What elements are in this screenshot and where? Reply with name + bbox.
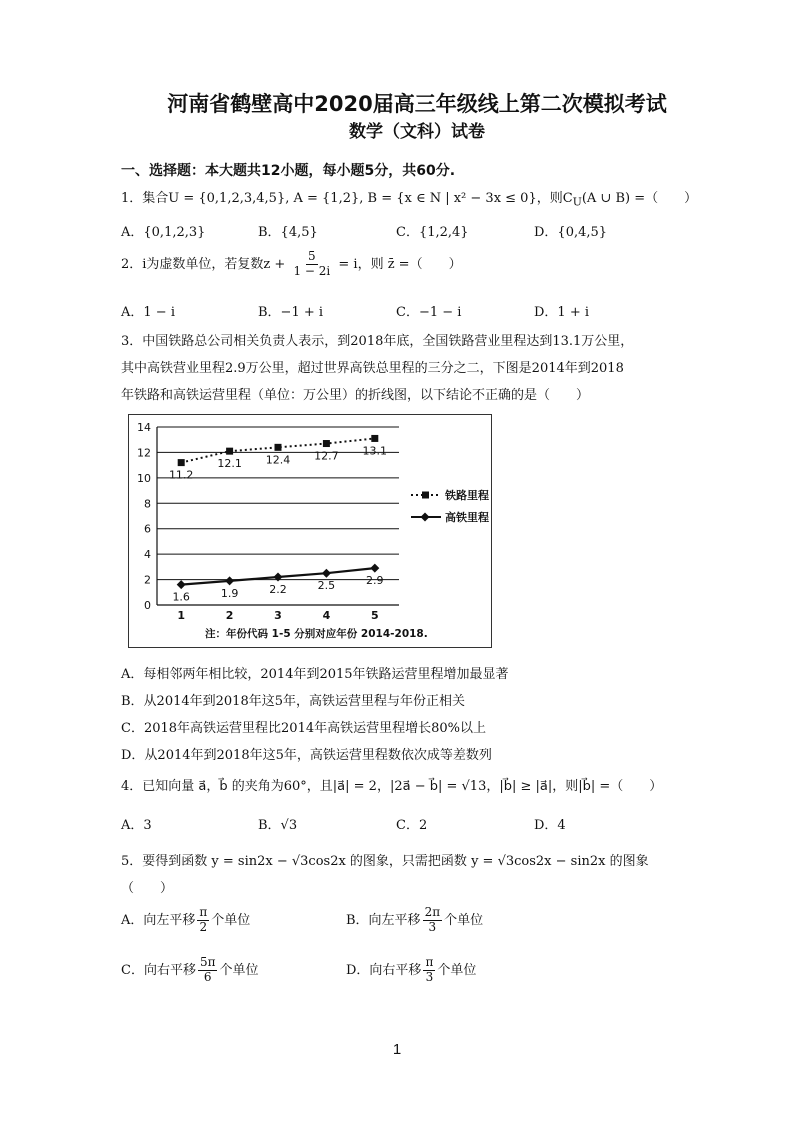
q3-line-2: 其中高铁营业里程2.9万公里，超过世界高铁总里程的三分之二，下图是2014年到2018 [121,361,624,376]
q5-d-fraction [423,956,435,985]
data-point-highspeed [274,573,283,582]
data-point-highspeed [225,576,234,585]
q5-c-pre: C．向右平移 [121,962,196,978]
q5-c-den: 6 [203,969,212,984]
q4-option-d: D．4 [534,818,566,833]
exam-title: 河南省鹤壁高中2020届高三年级线上第二次模拟考试 [167,92,667,116]
q2-fraction-denominator: 1 − 2i [293,263,331,278]
data-point-highspeed [177,580,186,589]
x-tick-label: 4 [322,609,331,622]
data-point-railway [275,444,282,451]
q5-b-pre: B．向左平移 [346,912,421,928]
question-1-stem [121,187,697,209]
q2-fraction [291,250,332,279]
q2-option-a: A．1 − i [121,305,175,320]
q5-a-post: 个单位 [211,912,251,928]
question-4-stem: 4．已知向量 a⃗，b⃗ 的夹角为60°，且|a⃗| = 2，|2a⃗ − b⃗| = √13，|b⃗| ≥ |a⃗|，则|b⃗| =（ ） [121,779,663,794]
q2-option-c: C．−1 − i [396,305,462,320]
q3-option-c: C．2018年高铁运营里程比2014年高铁运营里程增长80%以上 [121,721,487,736]
legend-label: 高铁里程 [445,511,489,524]
q1-option-b: B．{4,5} [258,225,318,240]
page-number: 1 [392,1041,402,1058]
data-point-railway [178,459,185,466]
data-label: 2.5 [317,579,336,593]
q5-a-fraction [197,906,209,935]
data-label: 13.1 [362,444,388,458]
data-point-highspeed [322,569,331,578]
data-label: 11.2 [168,468,194,482]
legend-marker-diamond [421,513,430,522]
q2-stem-pre: 2．i为虚数单位，若复数z + [121,256,286,272]
q2-option-b: B．−1 + i [258,305,324,320]
q2-option-d: D．1 + i [534,305,590,320]
q3-option-b: B．从2014年到2018年这5年，高铁运营里程与年份正相关 [121,694,465,709]
q1-stem-subscript: U [572,195,582,209]
q5-b-fraction [423,906,443,935]
q1-stem-tail: (A ∪ B) =（ ） [581,191,698,206]
q3-option-a: A．每相邻两年相比较，2014年到2015年铁路运营里程增加最显著 [121,667,509,682]
q4-option-a: A．3 [121,818,152,833]
data-label: 1.6 [172,590,190,604]
q1-stem-text: 1．集合U = {0,1,2,3,4,5}, A = {1,2}, B = {x ∈ N | x² − 3x ≤ 0}，则C [121,191,573,206]
x-tick-label: 3 [274,609,282,622]
y-tick-label: 8 [144,497,151,511]
q5-option-a [121,906,250,935]
q5-c-fraction [198,956,218,985]
chart-svg [129,415,490,646]
railway-line-chart [128,414,492,648]
data-label: 12.7 [314,449,339,463]
q5-d-pre: D．向右平移 [346,962,422,978]
chart-note: 注：年份代码 1-5 分别对应年份 2014-2018. [205,628,428,640]
exam-subtitle: 数学（文科）试卷 [349,122,485,142]
q3-line-1: 3．中国铁路总公司相关负责人表示，到2018年底，全国铁路营业里程达到13.1万公里， [121,334,634,349]
q5-d-post: 个单位 [437,962,477,978]
q1-option-a: A．{0,1,2,3} [121,225,206,240]
q2-stem-post: = i，则 z̄ =（ ） [338,256,462,272]
q5-b-num: 2π [424,905,441,919]
q5-b-post: 个单位 [444,912,484,928]
q5-a-den: 2 [199,919,208,934]
data-label: 1.9 [220,586,239,600]
q5-a-pre: A．向左平移 [121,912,196,928]
q4-option-c: C．2 [396,818,428,833]
y-tick-label: 10 [137,471,151,485]
data-label: 12.4 [265,453,291,467]
y-tick-label: 4 [144,548,151,562]
q3-line-3: 年铁路和高铁运营里程（单位：万公里）的折线图，以下结论不正确的是（ ） [121,388,590,403]
question-5-stem: 5．要得到函数 y = sin2x − √3cos2x 的图象，只需把函数 y = √3cos2x − sin2x 的图象 [121,854,649,869]
q1-option-d: D．{0,4,5} [534,225,608,240]
data-label: 12.1 [217,457,242,471]
q1-option-c: C．{1,2,4} [396,225,469,240]
question-2-stem [121,250,462,279]
question-5-stem-2: （ ） [121,881,174,896]
q5-c-post: 个单位 [219,962,259,978]
y-tick-label: 6 [144,522,151,536]
q4-option-b: B．√3 [258,818,298,833]
q5-b-den: 3 [428,919,437,934]
data-label: 2.9 [366,574,384,588]
y-tick-label: 14 [137,421,151,434]
data-point-railway [323,440,330,447]
q5-option-c [121,956,259,985]
q5-c-num: 5π [199,955,216,969]
y-tick-label: 12 [137,446,151,460]
data-point-railway [371,435,378,442]
y-tick-label: 2 [144,573,151,587]
q5-option-b [346,906,483,935]
x-tick-label: 2 [225,609,234,622]
section-heading: 一、选择题：本大题共12小题，每小题5分，共60分. [121,163,456,179]
x-tick-label: 1 [177,609,186,622]
data-point-highspeed [370,564,379,573]
x-tick-label: 5 [370,609,379,622]
q5-d-num: π [425,955,434,969]
data-label: 2.2 [269,583,287,597]
q5-a-num: π [199,905,208,919]
q5-option-d [346,956,476,985]
legend-label: 铁路里程 [445,489,489,502]
y-tick-label: 0 [144,599,151,612]
q2-fraction-numerator: 5 [308,249,316,263]
q5-d-den: 3 [425,969,434,984]
data-point-railway [226,448,233,455]
legend-marker-square [422,492,429,499]
q3-option-d: D．从2014年到2018年这5年，高铁运营里程数依次成等差数列 [121,748,492,763]
